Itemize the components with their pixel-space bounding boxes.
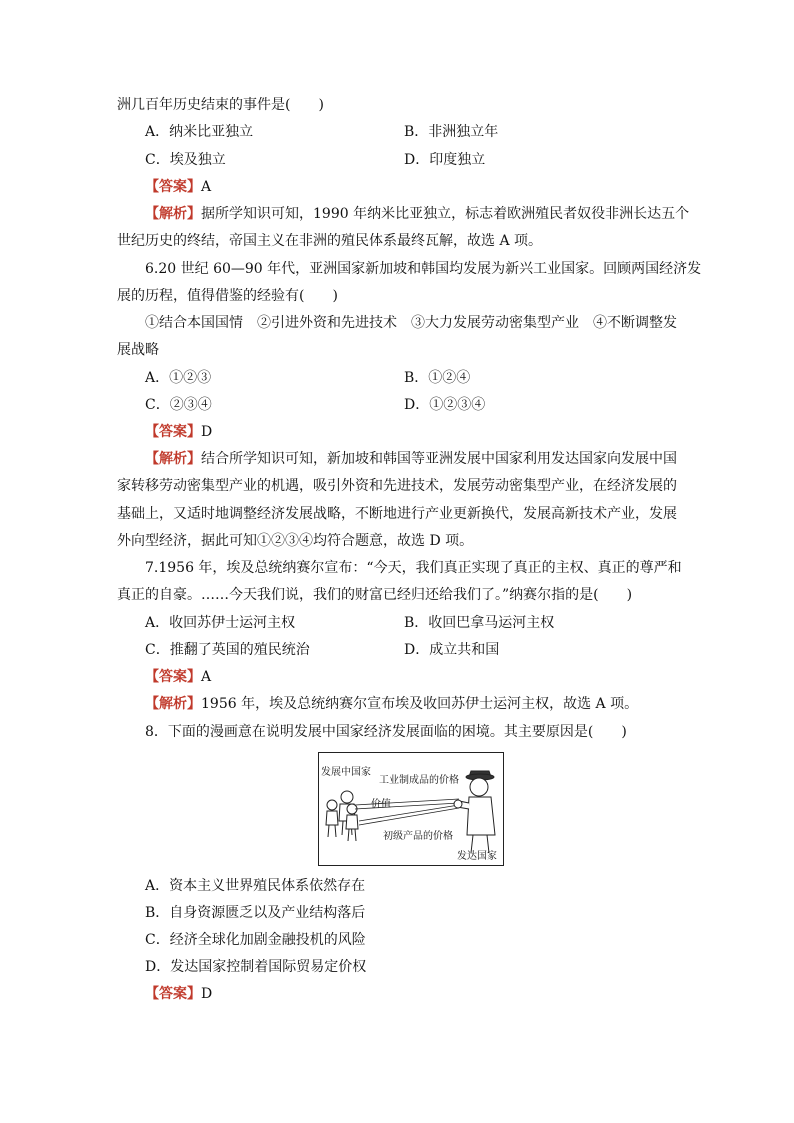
q5-analysis-line-2: 世纪历史的终结，帝国主义在非洲的殖民体系最终瓦解，故选 A 项。 [117, 233, 543, 249]
q8-option-b: B．自身资源匮乏以及产业结构落后 [145, 905, 366, 921]
q8-option-d: D．发达国家控制着国际贸易定价权 [145, 959, 367, 975]
cartoon-label-developed: 发达国家 [457, 851, 497, 862]
q8-stem: 8．下面的漫画意在说明发展中国家经济发展面临的困境。其主要原因是( ) [145, 724, 627, 740]
q8-option-c: C．经济全球化加剧金融投机的风险 [145, 932, 366, 948]
q7-option-a: A．收回苏伊士运河主权 [145, 615, 296, 631]
q6-option-a: A．①②③ [145, 370, 212, 386]
q5-answer [145, 177, 211, 197]
cartoon-label-primary-price: 初级产品的价格 [383, 831, 453, 842]
q6-option-d: D．①②③④ [404, 397, 486, 413]
q7-answer [145, 667, 211, 687]
cartoon-label-industrial-price: 工业制成品的价格 [379, 775, 459, 786]
q7-option-b: B．收回巴拿马运河主权 [404, 615, 555, 631]
q6-option-b: B．①②④ [404, 370, 471, 386]
analysis-tag: 【解析】 [145, 696, 201, 712]
q6-answer-value: D [201, 424, 213, 440]
q7-analysis-line-1 [145, 694, 638, 714]
q6-analysis-line-3: 基础上，又适时地调整经济发展战略，不断地进行产业更新换代，发展高新技术产业，发展 [117, 506, 677, 522]
answer-tag: 【答案】 [145, 669, 201, 685]
q7-analysis-text-1: 1956 年，埃及总统纳赛尔宣布埃及收回苏伊士运河主权，故选 A 项。 [201, 696, 639, 712]
q7-answer-value: A [201, 669, 212, 685]
q6-answer [145, 422, 212, 442]
cartoon-label-developing: 发展中国家 [321, 767, 371, 778]
analysis-tag: 【解析】 [145, 206, 201, 222]
q6-items-line-2: 展战略 [117, 342, 159, 358]
q6-analysis-line-4: 外向型经济，据此可知①②③④均符合题意，故选 D 项。 [117, 533, 474, 549]
q5-option-d: D．印度独立 [404, 152, 486, 168]
q5-option-a: A．纳米比亚独立 [145, 124, 254, 140]
q5-option-b: B．非洲独立年 [404, 124, 499, 140]
q5-analysis-text-1: 据所学知识可知，1990 年纳米比亚独立，标志着欧洲殖民者奴役非洲长达五个 [201, 206, 690, 222]
q6-option-c: C．②③④ [145, 397, 212, 413]
q6-stem-line-2: 展的历程，值得借鉴的经验有( ) [117, 288, 338, 304]
q5-option-c: C．埃及独立 [145, 152, 226, 168]
cartoon-image [318, 752, 504, 866]
q8-option-a: A．资本主义世界殖民体系依然存在 [145, 878, 366, 894]
q7-option-d: D．成立共和国 [404, 642, 500, 658]
q5-stem: 洲几百年历史结束的事件是( ) [117, 97, 324, 113]
q8-answer [145, 984, 212, 1004]
answer-tag: 【答案】 [145, 179, 201, 195]
answer-tag: 【答案】 [145, 986, 201, 1002]
q6-analysis-line-1 [145, 449, 677, 469]
q7-option-c: C．推翻了英国的殖民统治 [145, 642, 310, 658]
q8-answer-value: D [201, 986, 213, 1002]
answer-tag: 【答案】 [145, 424, 201, 440]
q6-analysis-line-2: 家转移劳动密集型产业的机遇，吸引外资和先进技术，发展劳动密集型产业，在经济发展的 [117, 478, 677, 494]
analysis-tag: 【解析】 [145, 451, 201, 467]
q7-stem-line-1: 7.1956 年，埃及总统纳赛尔宣布：“今天，我们真正实现了真正的主权、真正的尊严和 [145, 560, 682, 576]
q5-analysis-line-1 [145, 204, 689, 224]
q6-items-line-1: ①结合本国国情 ②引进外资和先进技术 ③大力发展劳动密集型产业 ④不断调整发 [145, 315, 677, 331]
q7-stem-line-2: 真正的自豪。……今天我们说，我们的财富已经归还给我们了。”纳赛尔指的是( ) [117, 587, 633, 603]
q6-stem-line-1: 6.20 世纪 60—90 年代，亚洲国家新加坡和韩国均发展为新兴工业国家。回顾两国经济发 [145, 261, 702, 277]
cartoon-label-value: 价值 [371, 799, 391, 810]
q5-answer-value: A [201, 179, 212, 195]
q6-analysis-text-1: 结合所学知识可知，新加坡和韩国等亚洲发展中国家利用发达国家向发展中国 [201, 451, 677, 467]
